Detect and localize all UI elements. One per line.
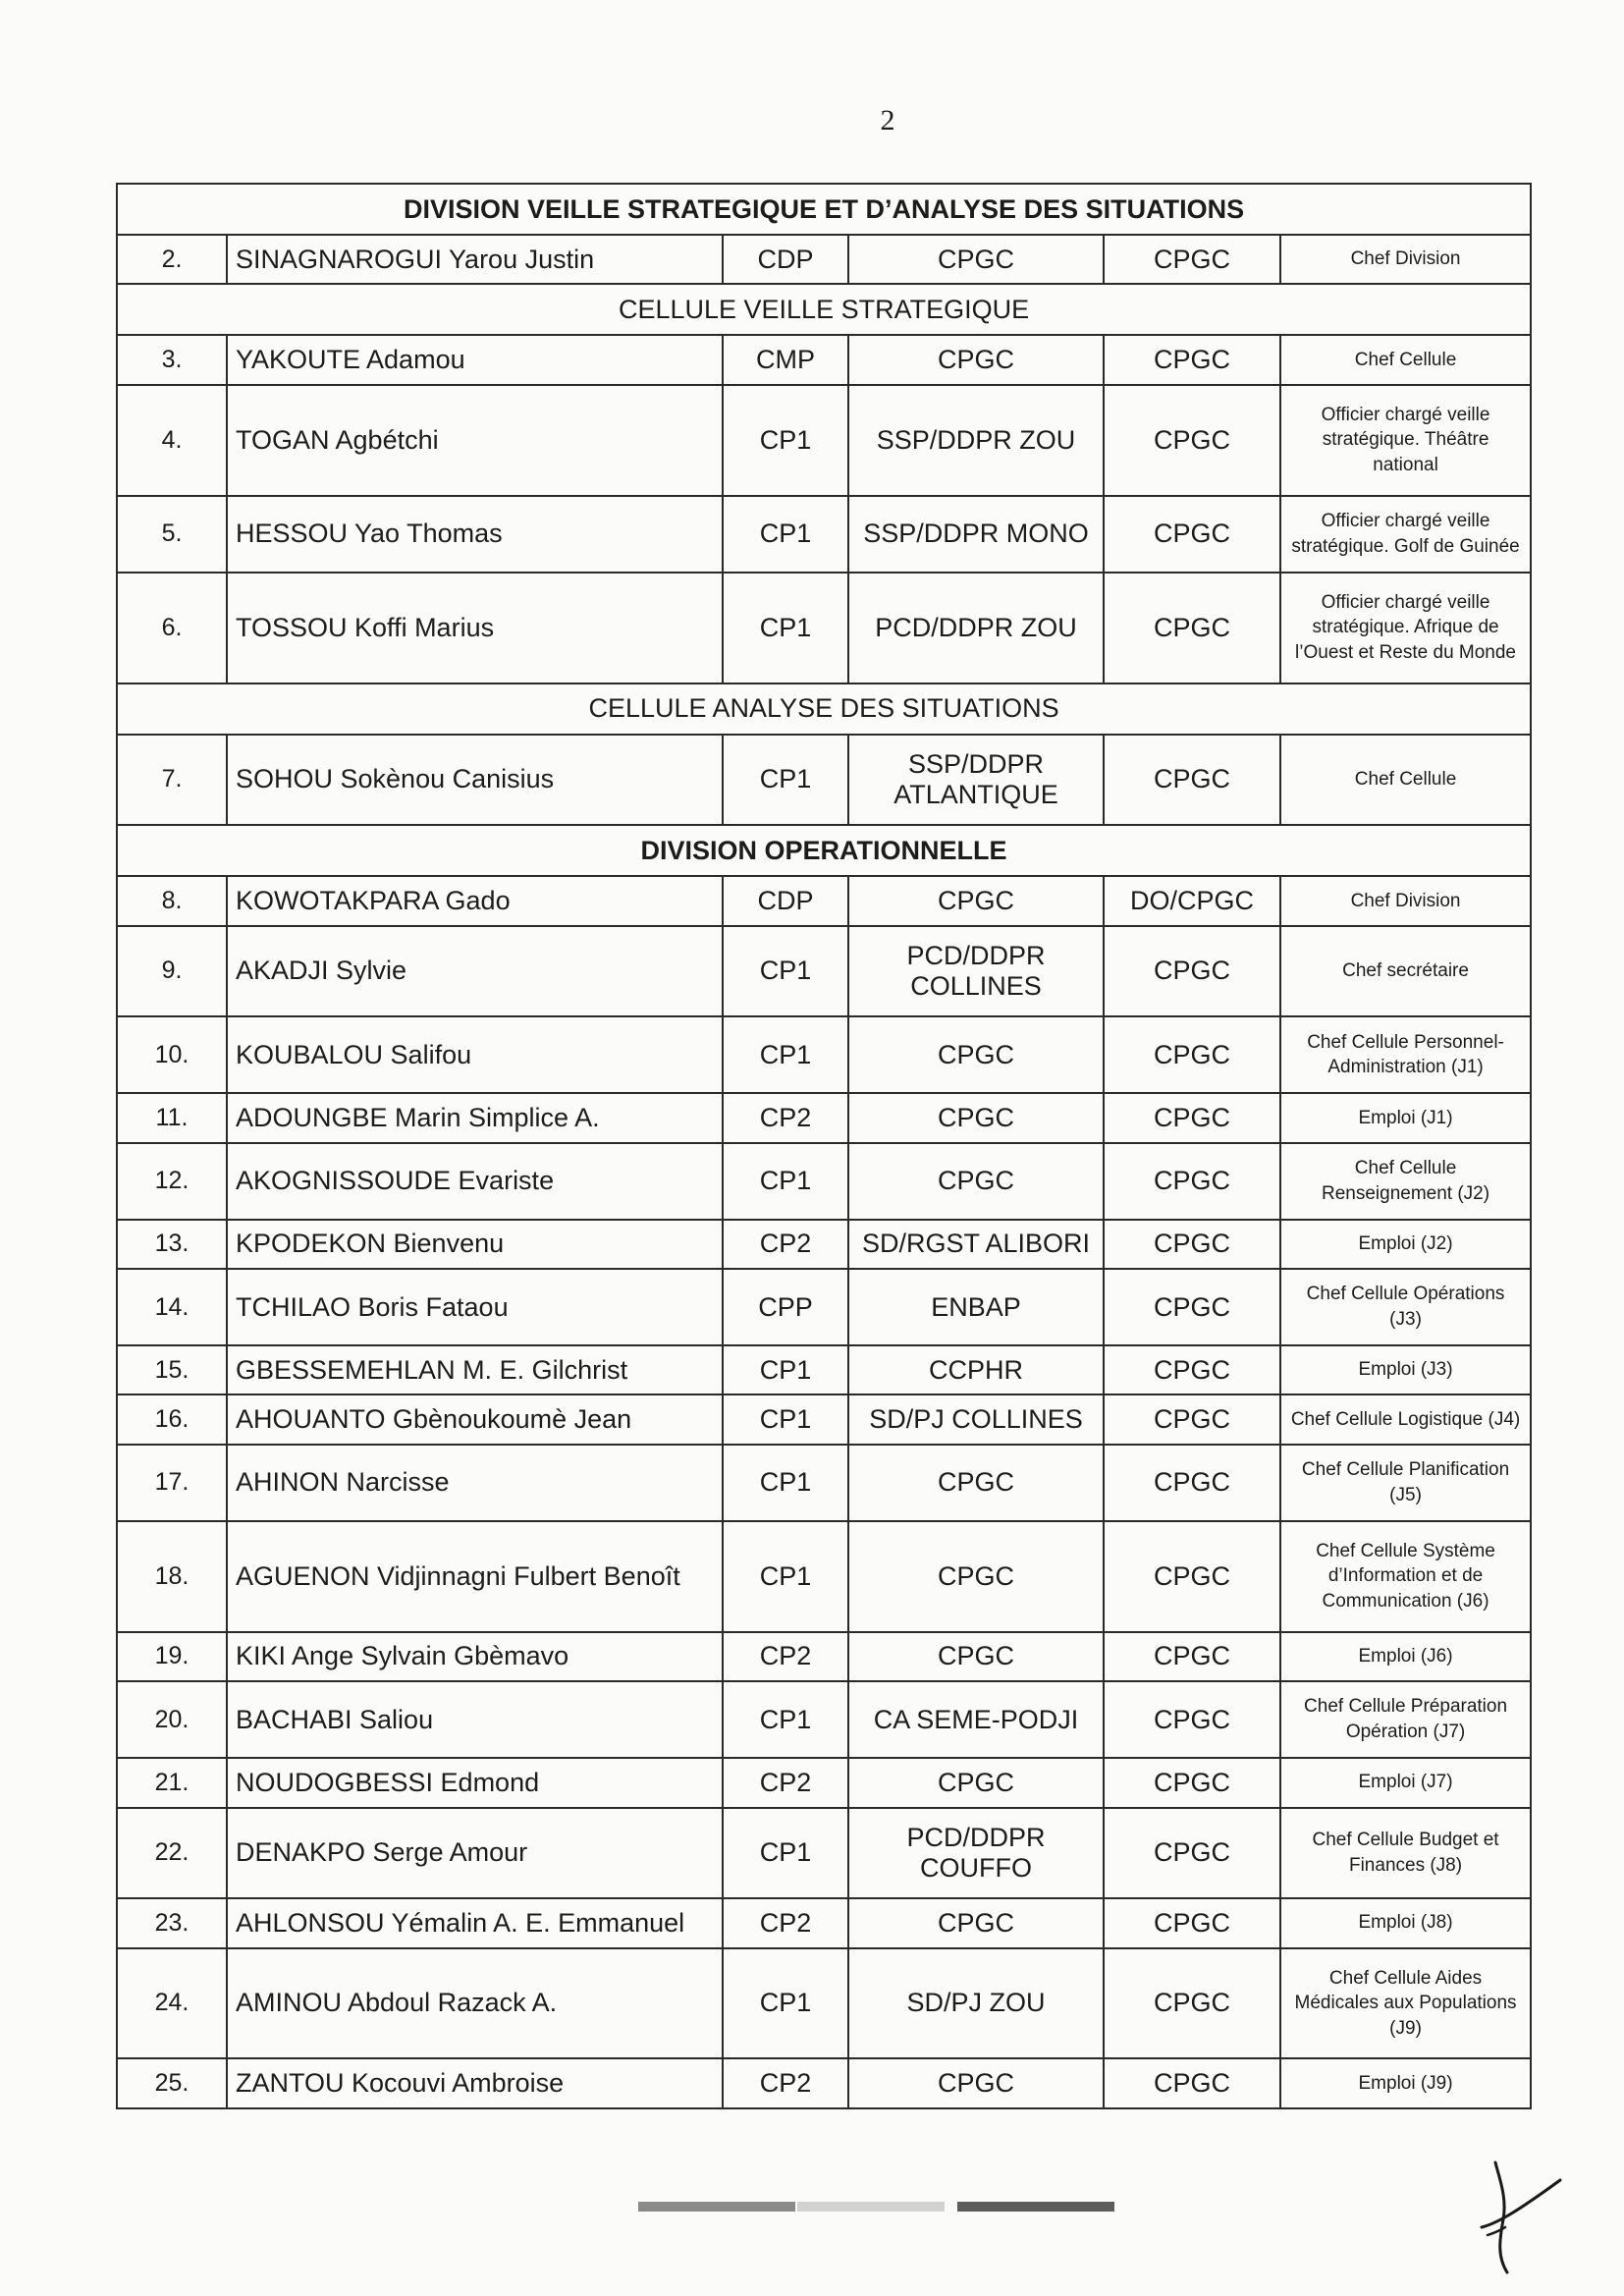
table-row [117,1898,1531,1947]
provenance-cell: CPGC [848,1632,1104,1681]
table-row [117,335,1531,384]
provenance-cell: SD/PJ ZOU [848,1948,1104,2059]
officer-name: ZANTOU Kocouvi Ambroise [227,2058,723,2108]
table-row [117,1143,1531,1220]
officer-name: AHLONSOU Yémalin A. E. Emmanuel [227,1898,723,1947]
function-cell: Emploi (J1) [1280,1093,1531,1142]
table-row [117,1269,1531,1345]
row-number: 18. [117,1521,227,1632]
provenance-cell: CPGC [848,235,1104,284]
grade-cell: CP1 [723,1016,848,1093]
table-row [117,1681,1531,1758]
table-row [117,2058,1531,2108]
row-number: 10. [117,1016,227,1093]
function-cell: Emploi (J3) [1280,1345,1531,1394]
grade-cell: CP1 [723,496,848,573]
table-row [117,1093,1531,1142]
destination-cell: DO/CPGC [1104,876,1280,925]
row-number: 5. [117,496,227,573]
grade-cell: CP1 [723,735,848,826]
grade-cell: CDP [723,876,848,925]
grade-cell: CP2 [723,1632,848,1681]
table-row [117,926,1531,1017]
grade-cell: CP1 [723,1948,848,2059]
officer-name: TOSSOU Koffi Marius [227,573,723,683]
function-cell: Emploi (J8) [1280,1898,1531,1947]
provenance-cell: CPGC [848,1143,1104,1220]
grade-cell: CP2 [723,1220,848,1269]
function-cell: Chef Division [1280,876,1531,925]
officer-name: KPODEKON Bienvenu [227,1220,723,1269]
provenance-cell: ENBAP [848,1269,1104,1345]
officer-name: KIKI Ange Sylvain Gbèmavo [227,1632,723,1681]
function-cell: Chef Cellule Préparation Opération (J7) [1280,1681,1531,1758]
table-row [117,1758,1531,1807]
function-cell: Chef Cellule Opérations (J3) [1280,1269,1531,1345]
officer-name: SINAGNAROGUI Yarou Justin [227,235,723,284]
provenance-cell: SSP/DDPR ZOU [848,385,1104,496]
row-number: 7. [117,735,227,826]
officer-name: AKADJI Sylvie [227,926,723,1017]
footer-scan-bar-right [957,2202,1114,2212]
officer-name: NOUDOGBESSI Edmond [227,1758,723,1807]
officer-name: TCHILAO Boris Fataou [227,1269,723,1345]
row-number: 14. [117,1269,227,1345]
section-title: CELLULE ANALYSE DES SITUATIONS [117,683,1531,735]
function-cell: Chef secrétaire [1280,926,1531,1017]
table-row [117,1632,1531,1681]
officer-name: KOUBALOU Salifou [227,1016,723,1093]
function-cell: Chef Cellule Personnel-Administration (J1) [1280,1016,1531,1093]
grade-cell: CPP [723,1269,848,1345]
grade-cell: CDP [723,235,848,284]
destination-cell: CPGC [1104,335,1280,384]
row-number: 6. [117,573,227,683]
destination-cell: CPGC [1104,1016,1280,1093]
destination-cell: CPGC [1104,1948,1280,2059]
function-cell: Chef Cellule Budget et Finances (J8) [1280,1808,1531,1899]
row-number: 12. [117,1143,227,1220]
destination-cell: CPGC [1104,1143,1280,1220]
table-row [117,1345,1531,1394]
grade-cell: CP2 [723,1758,848,1807]
provenance-cell: CPGC [848,1016,1104,1093]
provenance-cell: SD/PJ COLLINES [848,1394,1104,1444]
section-header-row [117,683,1531,735]
provenance-cell: CPGC [848,335,1104,384]
provenance-cell: PCD/DDPR COUFFO [848,1808,1104,1899]
officer-name: KOWOTAKPARA Gado [227,876,723,925]
provenance-cell: SSP/DDPR ATLANTIQUE [848,735,1104,826]
provenance-cell: CPGC [848,1093,1104,1142]
row-number: 22. [117,1808,227,1899]
function-cell: Chef Cellule [1280,735,1531,826]
function-cell: Chef Cellule Logistique (J4) [1280,1394,1531,1444]
grade-cell: CP1 [723,1681,848,1758]
provenance-cell: CPGC [848,1445,1104,1521]
officer-name: GBESSEMEHLAN M. E. Gilchrist [227,1345,723,1394]
section-title: DIVISION VEILLE STRATEGIQUE ET D’ANALYSE DES SITUATIONS [117,184,1531,235]
destination-cell: CPGC [1104,1808,1280,1899]
row-number: 20. [117,1681,227,1758]
function-cell: Chef Division [1280,235,1531,284]
grade-cell: CP1 [723,926,848,1017]
page-number: 2 [880,104,895,137]
grade-cell: CP1 [723,1808,848,1899]
function-cell: Officier chargé veille stratégique. Afrique de l’Ouest et Reste du Monde [1280,573,1531,683]
personnel-table [116,183,1532,2109]
destination-cell: CPGC [1104,1758,1280,1807]
provenance-cell: SSP/DDPR MONO [848,496,1104,573]
destination-cell: CPGC [1104,1220,1280,1269]
provenance-cell: CPGC [848,2058,1104,2108]
table-row [117,1220,1531,1269]
function-cell: Emploi (J6) [1280,1632,1531,1681]
section-title: DIVISION OPERATIONNELLE [117,825,1531,876]
grade-cell: CP2 [723,1898,848,1947]
function-cell: Emploi (J7) [1280,1758,1531,1807]
provenance-cell: PCD/DDPR ZOU [848,573,1104,683]
destination-cell: CPGC [1104,1445,1280,1521]
officer-name: SOHOU Sokènou Canisius [227,735,723,826]
destination-cell: CPGC [1104,735,1280,826]
table-row [117,1808,1531,1899]
table-row [117,1521,1531,1632]
grade-cell: CP1 [723,1143,848,1220]
table-row [117,385,1531,496]
table-row [117,496,1531,573]
function-cell: Officier chargé veille stratégique. Golf de Guinée [1280,496,1531,573]
provenance-cell: PCD/DDPR COLLINES [848,926,1104,1017]
function-cell: Chef Cellule Système d’Information et de Communication (J6) [1280,1521,1531,1632]
destination-cell: CPGC [1104,1521,1280,1632]
footer-scan-bar-left [638,2202,795,2212]
officer-name: AGUENON Vidjinnagni Fulbert Benoît [227,1521,723,1632]
signature-mark [1478,2159,1566,2276]
section-header-row [117,284,1531,335]
row-number: 3. [117,335,227,384]
grade-cell: CMP [723,335,848,384]
row-number: 15. [117,1345,227,1394]
officer-name: ADOUNGBE Marin Simplice A. [227,1093,723,1142]
destination-cell: CPGC [1104,926,1280,1017]
section-title: CELLULE VEILLE STRATEGIQUE [117,284,1531,335]
table-row [117,235,1531,284]
row-number: 25. [117,2058,227,2108]
table-row [117,1394,1531,1444]
officer-name: TOGAN Agbétchi [227,385,723,496]
personnel-table-body [117,184,1531,2108]
provenance-cell: SD/RGST ALIBORI [848,1220,1104,1269]
table-row [117,735,1531,826]
officer-name: BACHABI Saliou [227,1681,723,1758]
destination-cell: CPGC [1104,1345,1280,1394]
footer-scan-bar-middle [797,2202,945,2212]
row-number: 2. [117,235,227,284]
table-row [117,1016,1531,1093]
row-number: 11. [117,1093,227,1142]
provenance-cell: CA SEME-PODJI [848,1681,1104,1758]
officer-name: HESSOU Yao Thomas [227,496,723,573]
row-number: 19. [117,1632,227,1681]
destination-cell: CPGC [1104,235,1280,284]
table-row [117,1445,1531,1521]
table-row [117,876,1531,925]
destination-cell: CPGC [1104,1681,1280,1758]
destination-cell: CPGC [1104,1898,1280,1947]
function-cell: Chef Cellule Planification (J5) [1280,1445,1531,1521]
section-header-row [117,825,1531,876]
officer-name: DENAKPO Serge Amour [227,1808,723,1899]
function-cell: Emploi (J9) [1280,2058,1531,2108]
destination-cell: CPGC [1104,2058,1280,2108]
function-cell: Emploi (J2) [1280,1220,1531,1269]
officer-name: AKOGNISSOUDE Evariste [227,1143,723,1220]
grade-cell: CP1 [723,573,848,683]
grade-cell: CP1 [723,1521,848,1632]
row-number: 24. [117,1948,227,2059]
provenance-cell: CPGC [848,1898,1104,1947]
grade-cell: CP2 [723,2058,848,2108]
row-number: 16. [117,1394,227,1444]
destination-cell: CPGC [1104,1093,1280,1142]
destination-cell: CPGC [1104,385,1280,496]
officer-name: YAKOUTE Adamou [227,335,723,384]
destination-cell: CPGC [1104,1394,1280,1444]
row-number: 13. [117,1220,227,1269]
provenance-cell: CCPHR [848,1345,1104,1394]
officer-name: AHINON Narcisse [227,1445,723,1521]
table-row [117,1948,1531,2059]
section-header-row [117,184,1531,235]
function-cell: Chef Cellule Renseignement (J2) [1280,1143,1531,1220]
row-number: 8. [117,876,227,925]
row-number: 4. [117,385,227,496]
provenance-cell: CPGC [848,1521,1104,1632]
function-cell: Chef Cellule Aides Médicales aux Populations (J9) [1280,1948,1531,2059]
row-number: 9. [117,926,227,1017]
row-number: 17. [117,1445,227,1521]
grade-cell: CP1 [723,385,848,496]
table-row [117,573,1531,683]
row-number: 21. [117,1758,227,1807]
destination-cell: CPGC [1104,496,1280,573]
grade-cell: CP2 [723,1093,848,1142]
grade-cell: CP1 [723,1394,848,1444]
function-cell: Officier chargé veille stratégique. Théâtre national [1280,385,1531,496]
grade-cell: CP1 [723,1445,848,1521]
officer-name: AMINOU Abdoul Razack A. [227,1948,723,2059]
provenance-cell: CPGC [848,876,1104,925]
grade-cell: CP1 [723,1345,848,1394]
officer-name: AHOUANTO Gbènoukoumè Jean [227,1394,723,1444]
destination-cell: CPGC [1104,1269,1280,1345]
row-number: 23. [117,1898,227,1947]
function-cell: Chef Cellule [1280,335,1531,384]
destination-cell: CPGC [1104,573,1280,683]
provenance-cell: CPGC [848,1758,1104,1807]
destination-cell: CPGC [1104,1632,1280,1681]
